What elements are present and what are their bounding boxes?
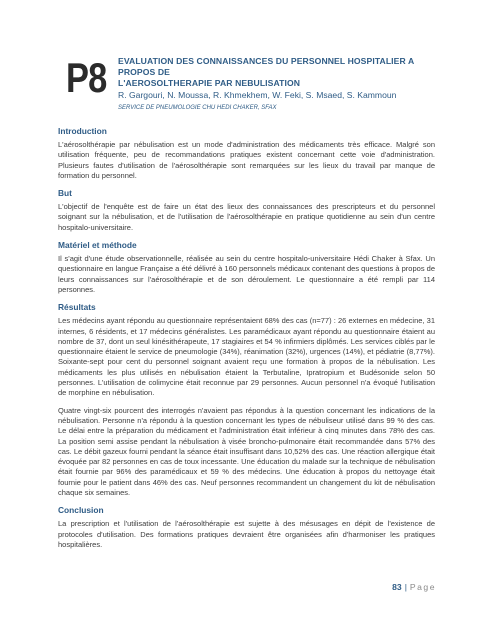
abstract-title-line2: L'AEROSOLTHERAPIE PAR NEBULISATION bbox=[118, 78, 301, 88]
abstract-header bbox=[118, 56, 438, 113]
section-text-results-2: Quatre vingt-six pourcent des interrogés n'avaient pas répondus à la question concernant les indications de la nébulisation. Personne n'a répondu à la question concernant les types de nébuliseur utilisé dans 99 % des cas. Le délai entre la préparation du médicament et l'administration était inférieur à cinq minutes dans 78% des cas. La position semi assise pendant la nébulisation à visée broncho-pulmonaire était recommandée dans 57% des cas. Le débit gazeux fourni pendant la séance était insuffisant dans 10,52% des cas. Une réaction allergique était évoquée par 82 personnes en cas de toux incessante. Une éducation du malade sur la technique de nébulisation était fournie par 96% des paramédicaux et 59 % des médecins. Une éducation à propos du nettoyage était fournie pour le patient dans 46% des cas. Neuf personnes recommandent un changement du kit de nébulisation chaque six semaines. bbox=[58, 405, 435, 498]
page-label: Page bbox=[409, 582, 436, 592]
section-text-but: L'objectif de l'enquête est de faire un état des lieux des connaissances des prescripteurs et du personnel soignant sur la nébulisation, et de l'utilisation de l'aérosolthérapie en pratique quotidienne au sein d'un centre hospitalo-universitaire. bbox=[58, 202, 435, 232]
section-text-results-1: Les médecins ayant répondu au questionnaire représentaient 68% des cas (n=77) : 26 externes en médecine, 31 internes, 6 résidents, et 17 médecins généralistes. Les paramédicaux ayant répondu au questionnaire étaient au nombre de 37, dont un seul kinésithérapeute, 17 stagiaires et 54 % infirmiers diplômés. Les services ciblés par le questionnaire étaient le service de pneumologie (34%), réanimation (32%), urgences (14%), et pédiatrie (8,77%). Soixante-sept pour cent du personnel soignant avaient reçu une formation à propos de la nébulisation. Les médicaments les plus utilisés en nébulisation étaient la Terbutaline, Ipratropium et Budésonide selon 50 personnes. L'utilisation de colimycine était reconnue par 29 personnes. Aucun personnel n'a évoqué l'utilisation de morphine en nébulisation. bbox=[58, 316, 435, 398]
section-title-introduction: Introduction bbox=[58, 126, 107, 136]
abstract-body bbox=[58, 126, 435, 557]
section-text-methods: Il s'agit d'une étude observationnelle, réalisée au sein du centre hospitalo-universitaire Hédi Chaker à Sfax. Un questionnaire en langue Française a été délivré à 160 personnels médicaux contenant des questions à propos de leurs connaissances sur l'aérosolthérapie et de son déroulement. Le questionnaire a été rempli par 114 personnes. bbox=[58, 254, 435, 294]
abstract-code: P8 bbox=[66, 54, 107, 101]
page-number: 83 bbox=[392, 582, 402, 592]
section-text-conclusion: La prescription et l'utilisation de l'aérosolthérapie est sujette à des mésusages en dépit de l'existence de protocoles d'utilisation. Des formations pratiques devraient être organisées afin d'harmoniser les pratiques hospitalières. bbox=[58, 519, 435, 549]
section-title-but: But bbox=[58, 188, 72, 199]
page-footer bbox=[392, 582, 436, 592]
section-title-conclusion: Conclusion bbox=[58, 505, 104, 516]
section-text-introduction: L'aérosolthérapie par nébulisation est un mode d'administration des médicaments très efficace. Malgré son utilisation fréquente, peu de recommandations pratiques existent concernant cette voie d'administration. Plusieurs fautes d'utilisation de l'aérosolthérapie sont remarquées sur les lieux du travail par manque de formation du personnel. bbox=[58, 140, 435, 180]
section-title-results: Résultats bbox=[58, 302, 96, 313]
footer-separator: | bbox=[404, 582, 407, 592]
authors: R. Gargouri, N. Moussa, R. Khmekhem, W. Feki, S. Msaed, S. Kammoun bbox=[118, 90, 397, 100]
abstract-title-line1: EVALUATION DES CONNAISSANCES DU PERSONNEL HOSPITALIER A PROPOS DE bbox=[118, 56, 414, 77]
affiliation: SERVICE DE PNEUMOLOGIE CHU HEDI CHAKER, SFAX bbox=[118, 105, 277, 111]
section-title-methods: Matériel et méthode bbox=[58, 240, 137, 251]
